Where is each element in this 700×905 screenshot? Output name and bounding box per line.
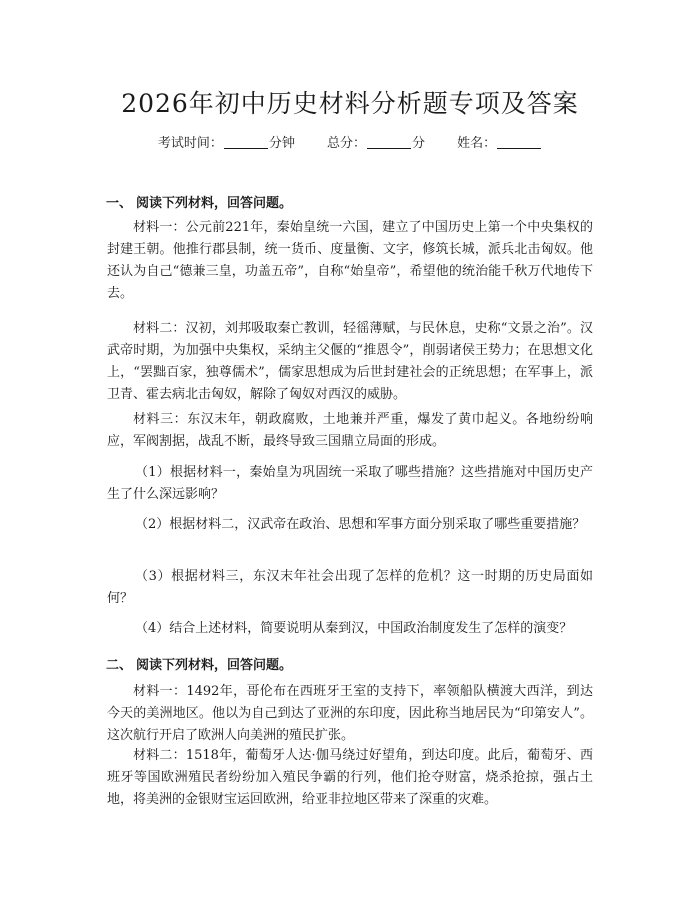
material-paragraph: 材料三：东汉末年，朝政腐败，土地兼并严重，爆发了黄巾起义。各地纷纷响应，军阀割据，战乱不断，最终导致三国鼎立局面的形成。 (107, 412, 593, 449)
section-number: 二、 (106, 658, 133, 673)
name-blank (497, 136, 541, 149)
name-label: 姓名： (457, 136, 497, 151)
section-title: 阅读下列材料，回答问题。 (136, 196, 293, 211)
student-name (457, 132, 542, 151)
score-unit: 分 (412, 136, 426, 151)
material-paragraph: 材料二：汉初，刘邦吸取秦亡教训，轻徭薄赋，与民休息，史称“文景之治”。汉武帝时期，为加强中央集权，采纳主父偃的“推恩令”，削弱诸侯王势力；在思想文化上，“罢黜百家，独尊儒术”，儒家思想成为后世封建社会的正统思想；在军事上，派卫青、霍去病北击匈奴，解除了匈奴对西汉的威胁。 (107, 321, 593, 402)
page-title: 2026年初中历史材料分析题专项及答案 (121, 89, 579, 118)
score-blank (367, 136, 411, 149)
material-paragraph: 材料二：1518年，葡萄牙人达·伽马绕过好望角，到达印度。此后，葡萄牙、西班牙等国欧洲殖民者纷纷加入殖民争霸的行列，他们抢夺财富，烧杀抢掠，强占土地，将美洲的金银财宝运回欧洲，给亚非拉地区带来了深重的灾难。 (107, 748, 593, 807)
question-item: （4）结合上述材料，简要说明从秦到汉，中国政治制度发生了怎样的演变？ (135, 621, 573, 636)
material-paragraph: 材料一：公元前221年，秦始皇统一六国，建立了中国历史上第一个中央集权的封建王朝。他推行郡县制，统一货币、度量衡、文字，修筑长城，派兵北击匈奴。他还认为自己“德兼三皇，功盖五帝”，自称“始皇帝”，希望他的统治能千秋万代地传下去。 (107, 220, 593, 301)
material-paragraph: 材料一：1492年，哥伦布在西班牙王室的支持下，率领船队横渡大西洋，到达今天的美洲地区。他以为自己到达了亚洲的东印度，因此称当地居民为“印第安人”。这次航行开启了欧洲人向美洲的殖民扩张。 (107, 684, 593, 743)
section-number: 一、 (106, 196, 133, 211)
total-score (327, 132, 425, 151)
time-label: 考试时间： (157, 136, 223, 151)
section-title: 阅读下列材料，回答问题。 (136, 658, 293, 673)
exam-time (158, 132, 295, 151)
question-item: （3）根据材料三，东汉末年社会出现了怎样的危机？这一时期的历史局面如何？ (107, 569, 593, 606)
section-heading (106, 654, 292, 673)
time-blank (224, 136, 268, 149)
exam-info (0, 132, 700, 151)
question-item: （1）根据材料一，秦始皇为巩固统一采取了哪些措施？这些措施对中国历史产生了什么深远影响？ (107, 465, 593, 502)
time-unit: 分钟 (268, 136, 295, 151)
score-label: 总分： (326, 136, 366, 151)
question-item: （2）根据材料二，汉武帝在政治、思想和军事方面分别采取了哪些重要措施？ (135, 517, 586, 532)
section-heading (106, 192, 292, 211)
